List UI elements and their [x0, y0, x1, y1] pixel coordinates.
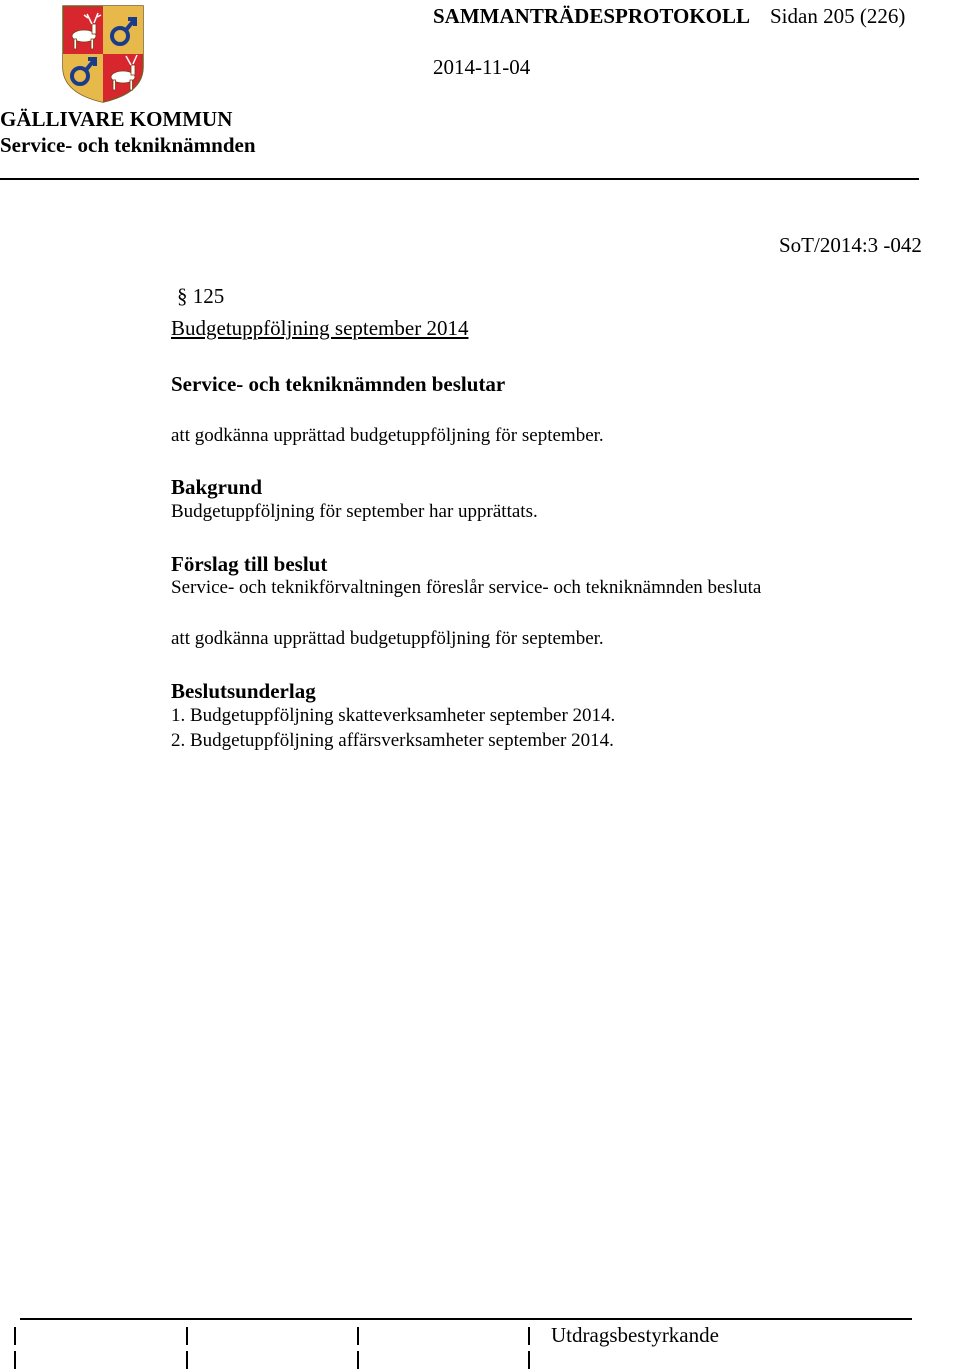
- certification-label: Utdragsbestyrkande: [551, 1323, 719, 1347]
- organization-name: GÄLLIVARE KOMMUN: [0, 107, 233, 131]
- attachments-heading: Beslutsunderlag: [171, 679, 316, 703]
- signature-box-divider: [357, 1327, 359, 1345]
- header-divider: [0, 178, 919, 180]
- meeting-date: 2014-11-04: [433, 55, 531, 79]
- background-text: Budgetuppföljning för september har upprättats.: [171, 501, 538, 522]
- paragraph-number-value: 125: [192, 284, 225, 308]
- decides-heading: Service- och tekniknämnden beslutar: [171, 372, 506, 396]
- signature-box-divider: [14, 1351, 16, 1369]
- signature-box-divider: [357, 1351, 359, 1369]
- case-number: SoT/2014:3 -042: [779, 233, 922, 257]
- proposal-decision: att godkänna upprättad budgetuppföljning för september.: [171, 628, 604, 649]
- list-item: 2. Budgetuppföljning affärsverksamheter september 2014.: [171, 730, 614, 751]
- signature-box-divider: [528, 1351, 530, 1369]
- paragraph-subject: Budgetuppföljning september 2014: [171, 316, 469, 340]
- signature-box-divider: [14, 1327, 16, 1345]
- department-name: Service- och tekniknämnden: [0, 133, 256, 157]
- signature-box-divider: [186, 1351, 188, 1369]
- paragraph-number: [177, 284, 224, 309]
- document-title: SAMMANTRÄDESPROTOKOLL: [433, 4, 750, 28]
- proposal-text: Service- och teknikförvaltningen föreslår service- och tekniknämnden besluta: [171, 577, 762, 598]
- decision-text: att godkänna upprättad budgetuppföljning för september.: [171, 425, 604, 446]
- coat-of-arms-icon: [62, 5, 144, 103]
- list-item: 1. Budgetuppföljning skatteverksamheter september 2014.: [171, 705, 616, 726]
- signature-box-divider: [528, 1327, 530, 1345]
- background-heading: Bakgrund: [171, 475, 263, 499]
- proposal-heading: Förslag till beslut: [171, 552, 328, 576]
- signature-box-divider: [186, 1327, 188, 1345]
- footer-divider: [20, 1318, 912, 1320]
- page-number: Sidan 205 (226): [770, 4, 906, 28]
- section-symbol: §: [177, 284, 188, 308]
